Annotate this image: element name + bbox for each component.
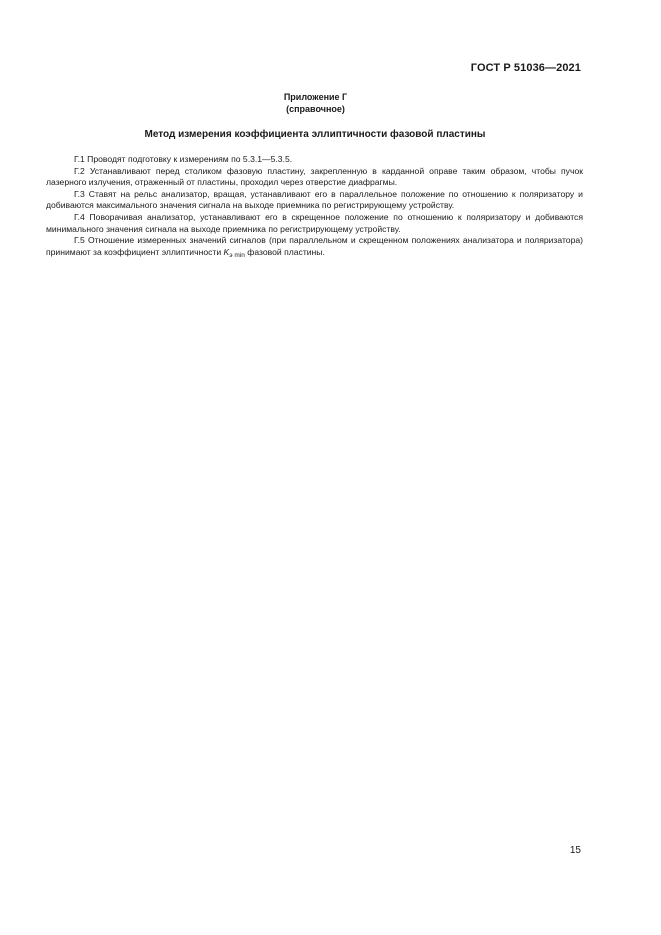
ellipticity-symbol: K [223, 246, 230, 257]
paragraph-g2: Г.2 Устанавливают перед столиком фазовую пластину, закрепленную в карданной оправе таким образом, чтобы пучок лазерного излучения, отраженный от пластины, проходил через отверстие диафрагмы. [46, 165, 583, 188]
paragraph-g5-text: Г.5 Отношение измеренных значений сигналов (при параллельном и скрещенном положениях анализатора и поляризатора) принимают за коэффициент эллиптичности [46, 235, 583, 257]
page-number: 15 [569, 845, 581, 856]
appendix-heading [0, 91, 631, 115]
document-body [46, 154, 583, 261]
standard-code: ГОСТ Р 51036—2021 [470, 62, 581, 74]
paragraph-g5 [46, 235, 583, 261]
appendix-type: (справочное) [286, 104, 345, 114]
paragraph-g3: Г.3 Ставят на рельс анализатор, вращая, устанавливают его в параллельное положение по отношению к поляризатору и добиваются максимального значения сигнала на выходе приемника по регистрирующему устройству. [46, 188, 583, 211]
paragraph-g1: Г.1 Проводят подготовку к измерениям по 5.3.1—5.3.5. [74, 154, 293, 164]
appendix-title: Приложение Г [283, 92, 348, 102]
section-title: Метод измерения коэффициента эллиптичности фазовой пластины [144, 129, 486, 140]
paragraph-g4: Г.4 Поворачивая анализатор, устанавливают его в скрещенное положение по отношению к поляризатору и добиваются минимального значения сигнала на выходе приемника по регистрирующему устройству. [46, 211, 583, 234]
ellipticity-subscript: э min [229, 251, 245, 259]
paragraph-g5-text-end: фазовой пластины. [244, 246, 325, 257]
